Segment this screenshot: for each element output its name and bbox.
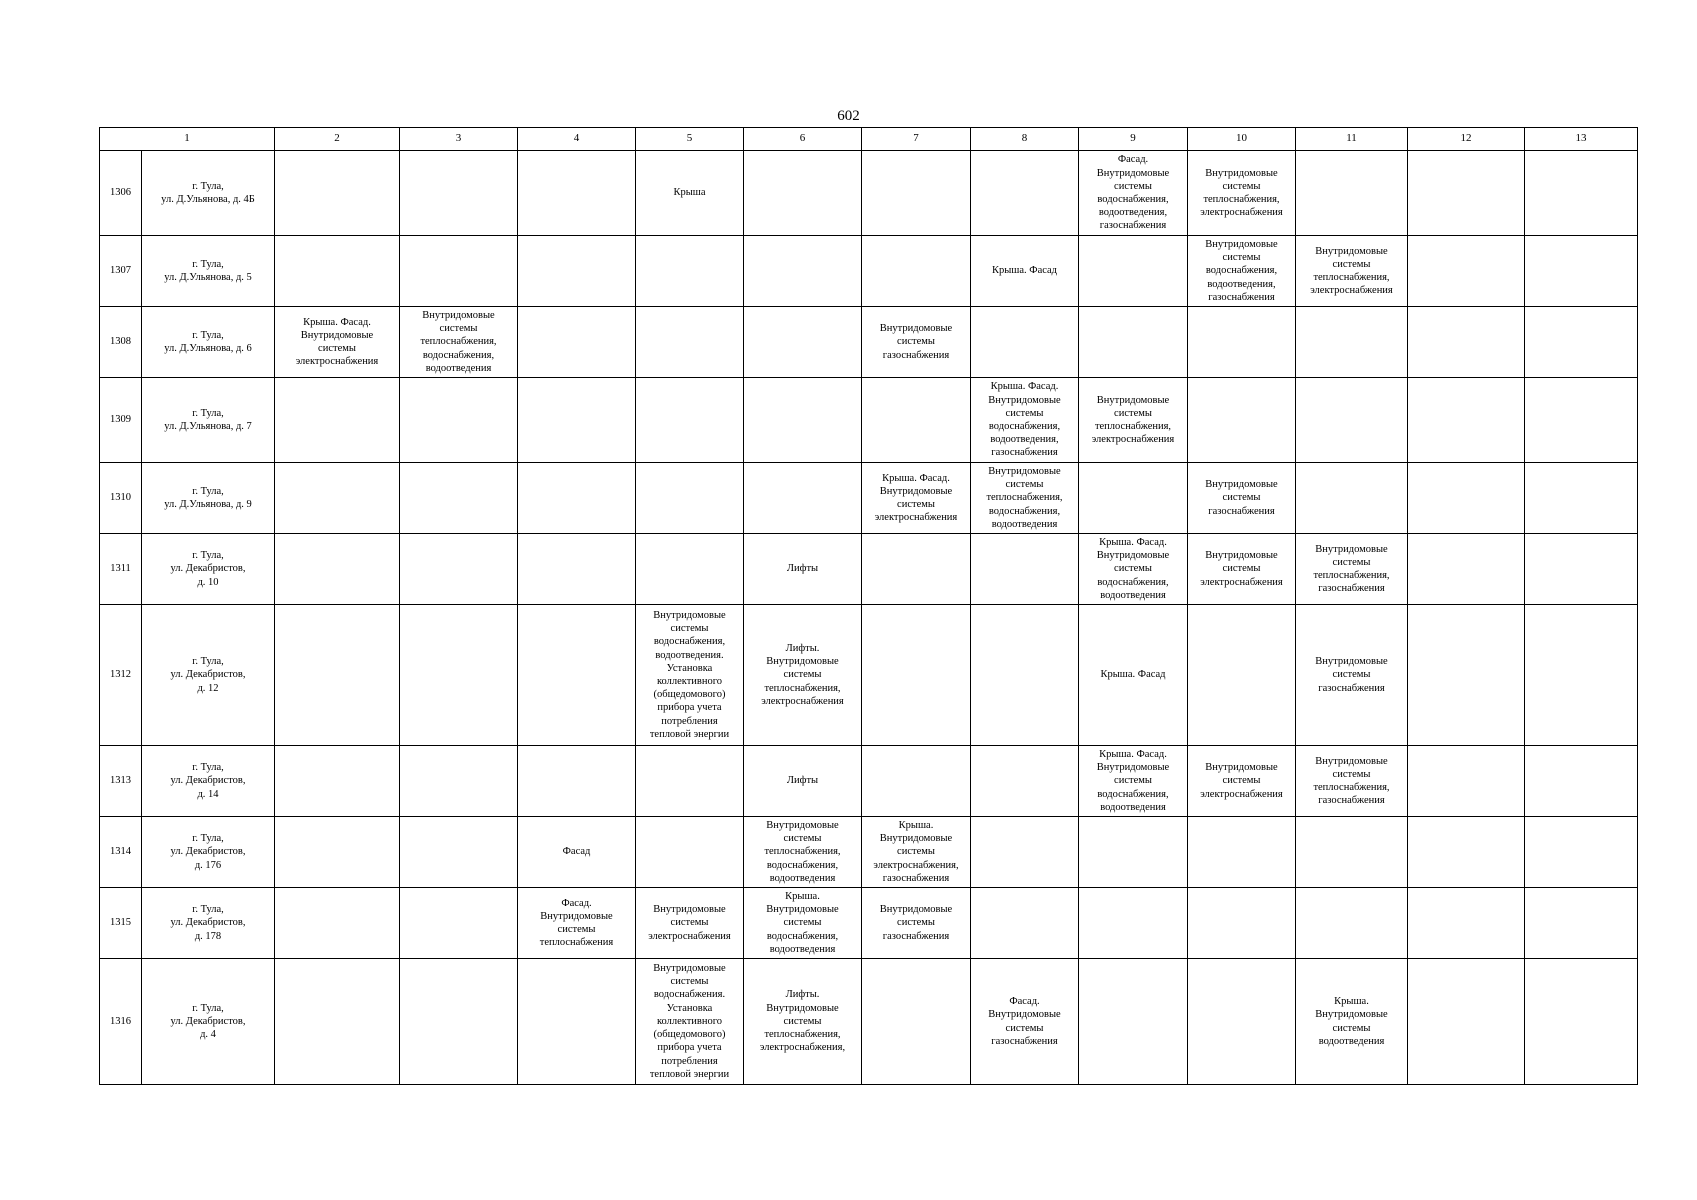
table-row: [100, 534, 1638, 605]
column-header: 4: [518, 128, 636, 151]
work-cell: Крыша. Фасад. Внутридомовые системы водоснабжения, водоотведения: [1079, 534, 1188, 605]
work-cell: [971, 534, 1079, 605]
work-cell: Крыша. Фасад: [1079, 605, 1188, 746]
work-cell: Внутридомовые системы теплоснабжения, электроснабжения: [1296, 236, 1408, 307]
work-cell: [636, 378, 744, 463]
work-cell: Внутридомовые системы теплоснабжения, водоснабжения, водоотведения: [400, 307, 518, 378]
row-number: 1310: [100, 463, 142, 534]
work-cell: [400, 746, 518, 817]
work-cell: [1079, 888, 1188, 959]
work-cell: [1188, 307, 1296, 378]
work-cell: [1525, 959, 1638, 1085]
work-cell: [636, 236, 744, 307]
work-cell: [971, 817, 1079, 888]
work-cell: [518, 151, 636, 236]
work-cell: [862, 746, 971, 817]
work-cell: [1525, 378, 1638, 463]
column-header: 1: [100, 128, 275, 151]
work-cell: [1296, 463, 1408, 534]
work-cell: [275, 151, 400, 236]
table-row: [100, 307, 1638, 378]
work-cell: [1079, 817, 1188, 888]
column-header: 7: [862, 128, 971, 151]
work-cell: Внутридомовые системы теплоснабжения, газоснабжения: [1296, 746, 1408, 817]
work-cell: Внутридомовые системы водоснабжения, водоотведения. Установка коллективного (общедомового) прибора учета потребления тепловой энергии: [636, 605, 744, 746]
work-cell: Фасад. Внутридомовые системы теплоснабжения: [518, 888, 636, 959]
work-cell: [636, 463, 744, 534]
work-cell: [744, 151, 862, 236]
address-cell: г. Тула, ул. Д.Ульянова, д. 9: [142, 463, 275, 534]
work-cell: [1525, 746, 1638, 817]
work-cell: Фасад: [518, 817, 636, 888]
column-header: 9: [1079, 128, 1188, 151]
work-cell: [862, 605, 971, 746]
work-cell: [275, 378, 400, 463]
work-cell: Внутридомовые системы электроснабжения: [1188, 746, 1296, 817]
work-cell: [400, 151, 518, 236]
work-cell: Крыша. Фасад. Внутридомовые системы водоснабжения, водоотведения: [1079, 746, 1188, 817]
work-cell: [1296, 378, 1408, 463]
work-cell: [275, 534, 400, 605]
work-cell: [971, 746, 1079, 817]
row-number: 1316: [100, 959, 142, 1085]
work-cell: Крыша. Внутридомовые системы электроснабжения, газоснабжения: [862, 817, 971, 888]
work-cell: Внутридомовые системы электроснабжения: [1188, 534, 1296, 605]
work-cell: [636, 817, 744, 888]
work-cell: [1525, 236, 1638, 307]
work-cell: Лифты: [744, 534, 862, 605]
table-row: [100, 605, 1638, 746]
row-number: 1306: [100, 151, 142, 236]
work-cell: [1408, 236, 1525, 307]
work-cell: Крыша. Фасад. Внутридомовые системы электроснабжения: [862, 463, 971, 534]
work-cell: Внутридомовые системы теплоснабжения, газоснабжения: [1296, 534, 1408, 605]
work-cell: Внутридомовые системы водоснабжения. Установка коллективного (общедомового) прибора учета потребления тепловой энергии: [636, 959, 744, 1085]
work-cell: [1408, 378, 1525, 463]
work-cell: [400, 959, 518, 1085]
work-cell: Внутридомовые системы теплоснабжения, электроснабжения: [1079, 378, 1188, 463]
table-row: [100, 959, 1638, 1085]
column-header: 5: [636, 128, 744, 151]
work-cell: [1296, 817, 1408, 888]
work-cell: [1079, 959, 1188, 1085]
work-cell: [971, 307, 1079, 378]
work-cell: Фасад. Внутридомовые системы газоснабжения: [971, 959, 1079, 1085]
work-cell: Крыша: [636, 151, 744, 236]
work-cell: [1525, 817, 1638, 888]
work-cell: [636, 534, 744, 605]
work-cell: Внутридомовые системы водоснабжения, водоотведения, газоснабжения: [1188, 236, 1296, 307]
work-cell: [1408, 151, 1525, 236]
row-number: 1315: [100, 888, 142, 959]
work-cell: [1525, 534, 1638, 605]
work-cell: Внутридомовые системы газоснабжения: [1188, 463, 1296, 534]
work-cell: [518, 378, 636, 463]
table-row: [100, 463, 1638, 534]
row-number: 1314: [100, 817, 142, 888]
work-cell: [1408, 888, 1525, 959]
column-header: 10: [1188, 128, 1296, 151]
row-number: 1312: [100, 605, 142, 746]
work-cell: [862, 378, 971, 463]
work-cell: Крыша. Внутридомовые системы водоснабжения, водоотведения: [744, 888, 862, 959]
work-cell: Лифты. Внутридомовые системы теплоснабжения, электроснабжения,: [744, 959, 862, 1085]
table-row: [100, 817, 1638, 888]
work-cell: Внутридомовые системы электроснабжения: [636, 888, 744, 959]
work-cell: [862, 151, 971, 236]
work-cell: [518, 463, 636, 534]
work-cell: [1188, 817, 1296, 888]
address-cell: г. Тула, ул. Декабристов, д. 12: [142, 605, 275, 746]
table-row: [100, 378, 1638, 463]
work-cell: [862, 236, 971, 307]
work-cell: [518, 534, 636, 605]
work-cell: [1408, 959, 1525, 1085]
work-cell: [744, 463, 862, 534]
work-cell: [518, 236, 636, 307]
work-cell: Крыша. Фасад. Внутридомовые системы водоснабжения, водоотведения, газоснабжения: [971, 378, 1079, 463]
column-number-row: [100, 128, 1638, 151]
row-number: 1313: [100, 746, 142, 817]
row-number: 1309: [100, 378, 142, 463]
column-header: 11: [1296, 128, 1408, 151]
work-cell: Лифты. Внутридомовые системы теплоснабжения, электроснабжения: [744, 605, 862, 746]
work-cell: [275, 817, 400, 888]
work-cell: [518, 959, 636, 1085]
page-number: 602: [837, 108, 860, 124]
work-cell: [636, 746, 744, 817]
column-header: 8: [971, 128, 1079, 151]
work-cell: [862, 534, 971, 605]
work-cell: [1188, 605, 1296, 746]
address-cell: г. Тула, ул. Декабристов, д. 14: [142, 746, 275, 817]
work-cell: [1408, 463, 1525, 534]
work-cell: [744, 378, 862, 463]
table-row: [100, 746, 1638, 817]
work-cell: [518, 605, 636, 746]
address-cell: г. Тула, ул. Декабристов, д. 10: [142, 534, 275, 605]
row-number: 1307: [100, 236, 142, 307]
work-cell: [1408, 534, 1525, 605]
address-cell: г. Тула, ул. Д.Ульянова, д. 4Б: [142, 151, 275, 236]
work-cell: Крыша. Фасад: [971, 236, 1079, 307]
table-body: [100, 128, 1638, 1085]
work-cell: [1079, 307, 1188, 378]
work-cell: [400, 236, 518, 307]
work-cell: [1188, 378, 1296, 463]
table-row: [100, 151, 1638, 236]
work-cell: [636, 307, 744, 378]
work-cell: Фасад. Внутридомовые системы водоснабжения, водоотведения, газоснабжения: [1079, 151, 1188, 236]
work-cell: [862, 959, 971, 1085]
work-cell: [400, 534, 518, 605]
work-cell: Крыша. Внутридомовые системы водоотведения: [1296, 959, 1408, 1085]
work-cell: [400, 463, 518, 534]
work-cell: [400, 378, 518, 463]
work-cell: [1296, 888, 1408, 959]
work-cell: [275, 463, 400, 534]
work-cell: [518, 746, 636, 817]
work-cell: [1408, 746, 1525, 817]
table-row: [100, 888, 1638, 959]
work-cell: [1296, 307, 1408, 378]
address-cell: г. Тула, ул. Декабристов, д. 4: [142, 959, 275, 1085]
address-cell: г. Тула, ул. Д.Ульянова, д. 5: [142, 236, 275, 307]
column-header: 3: [400, 128, 518, 151]
work-cell: [275, 746, 400, 817]
work-cell: Внутридомовые системы теплоснабжения, водоснабжения, водоотведения: [971, 463, 1079, 534]
work-cell: [275, 236, 400, 307]
work-cell: [1188, 888, 1296, 959]
address-cell: г. Тула, ул. Д.Ульянова, д. 6: [142, 307, 275, 378]
work-cell: [518, 307, 636, 378]
repair-schedule-table: [99, 127, 1638, 1085]
work-cell: [400, 888, 518, 959]
work-cell: [1188, 959, 1296, 1085]
work-cell: [1408, 817, 1525, 888]
work-cell: Внутридомовые системы газоснабжения: [862, 888, 971, 959]
work-cell: [400, 605, 518, 746]
work-cell: Внутридомовые системы теплоснабжения, водоснабжения, водоотведения: [744, 817, 862, 888]
work-cell: [1408, 307, 1525, 378]
work-cell: [275, 888, 400, 959]
table-row: [100, 236, 1638, 307]
row-number: 1311: [100, 534, 142, 605]
column-header: 13: [1525, 128, 1638, 151]
work-cell: Внутридомовые системы теплоснабжения, электроснабжения: [1188, 151, 1296, 236]
work-cell: [971, 605, 1079, 746]
work-cell: Крыша. Фасад. Внутридомовые системы электроснабжения: [275, 307, 400, 378]
work-cell: [971, 151, 1079, 236]
work-cell: Внутридомовые системы газоснабжения: [1296, 605, 1408, 746]
work-cell: [1525, 888, 1638, 959]
work-cell: [1079, 463, 1188, 534]
work-cell: [1525, 151, 1638, 236]
work-cell: [1525, 605, 1638, 746]
work-cell: [275, 959, 400, 1085]
address-cell: г. Тула, ул. Д.Ульянова, д. 7: [142, 378, 275, 463]
work-cell: [1296, 151, 1408, 236]
work-cell: [400, 817, 518, 888]
work-cell: Внутридомовые системы газоснабжения: [862, 307, 971, 378]
column-header: 2: [275, 128, 400, 151]
work-cell: [744, 236, 862, 307]
work-cell: [1525, 463, 1638, 534]
work-cell: Лифты: [744, 746, 862, 817]
row-number: 1308: [100, 307, 142, 378]
column-header: 6: [744, 128, 862, 151]
address-cell: г. Тула, ул. Декабристов, д. 178: [142, 888, 275, 959]
work-cell: [1408, 605, 1525, 746]
work-cell: [744, 307, 862, 378]
address-cell: г. Тула, ул. Декабристов, д. 176: [142, 817, 275, 888]
work-cell: [1525, 307, 1638, 378]
work-cell: [1079, 236, 1188, 307]
work-cell: [275, 605, 400, 746]
work-cell: [971, 888, 1079, 959]
column-header: 12: [1408, 128, 1525, 151]
